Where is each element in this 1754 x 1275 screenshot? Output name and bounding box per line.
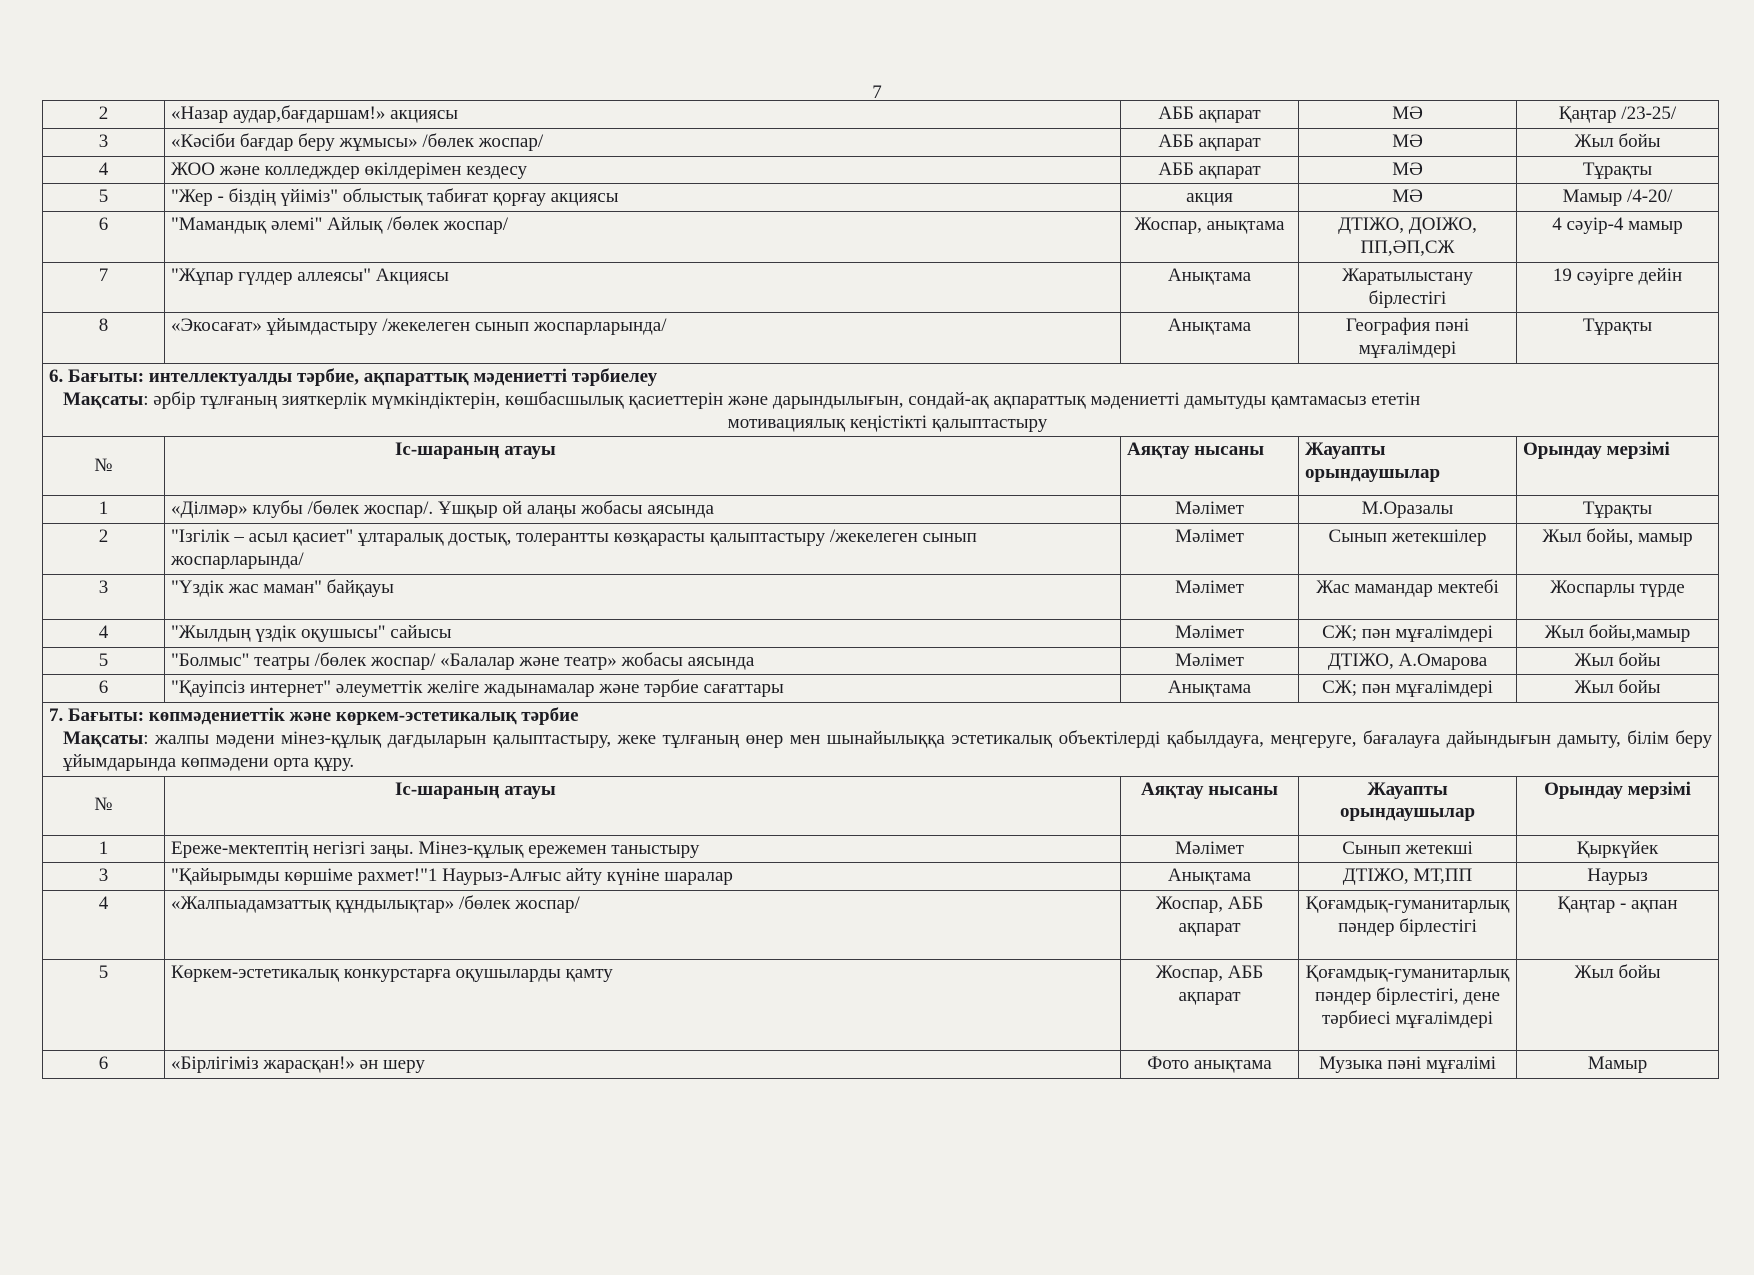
row-name: "Қайырымды көршіме рахмет!"1 Наурыз-Алғыс айту күніне шаралар <box>165 863 1121 891</box>
row-num: 5 <box>43 184 165 212</box>
table-row <box>43 835 1719 863</box>
row-deadline: Мамыр <box>1517 1051 1719 1079</box>
row-num: 1 <box>43 496 165 524</box>
row-form: Фото анықтама <box>1121 1051 1299 1079</box>
row-deadline: Жыл бойы <box>1517 128 1719 156</box>
row-form: Мәлімет <box>1121 524 1299 575</box>
row-name: "Мамандық әлемі" Айлық /бөлек жоспар/ <box>165 212 1121 263</box>
header-resp: Жауапты орындаушылар <box>1299 776 1517 835</box>
row-responsible: МӘ <box>1299 128 1517 156</box>
row-name: "Ізгілік – асыл қасиет" ұлтаралық достық, толерантты көзқарасты қалыптастыру /жекелеген сынып жоспарларында/ <box>165 524 1121 575</box>
row-name: "Үздік жас маман" байқауы <box>165 574 1121 619</box>
table-row <box>43 496 1719 524</box>
section7-goal-text: : жалпы мәдени мінез-құлық дағдыларын қалыптастыру, жеке тұлғаның өнер мен шынайылыққа эстетикалық объектілерді қабылдауға, меңгеруге, бағалауға дайындығын дамыту, білім беру ұйымдарында көпмәдени орта құру. <box>63 727 1712 772</box>
section6-goal-label: Мақсаты <box>63 388 144 410</box>
section6 <box>43 363 1719 495</box>
row-num: 7 <box>43 262 165 313</box>
table-row <box>43 960 1719 1051</box>
row-form: АББ ақпарат <box>1121 156 1299 184</box>
header-date: Орындау мерзімі <box>1517 776 1719 835</box>
header-num: № <box>43 437 165 496</box>
row-responsible: География пәні мұғалімдері <box>1299 313 1517 364</box>
row-responsible: ДТІЖО, А.Омарова <box>1299 647 1517 675</box>
page-number: 7 <box>872 82 882 103</box>
section7-goal <box>49 728 1712 774</box>
row-num: 6 <box>43 675 165 703</box>
row-name: «Назар аудар,бағдаршам!» акциясы <box>165 101 1121 129</box>
header-name: Іс-шараның атауы <box>165 437 1121 496</box>
row-responsible: Қоғамдық-гуманитарлық пәндер бірлестігі, дене тәрбиесі мұғалімдері <box>1299 960 1517 1051</box>
section7-rows <box>43 835 1719 1078</box>
table-row <box>43 101 1719 129</box>
table-row <box>43 619 1719 647</box>
section7-header-row <box>43 776 1719 835</box>
row-name: "Қауіпсіз интернет" әлеуметтік желіге жадынамалар және тәрбие сағаттары <box>165 675 1121 703</box>
row-num: 2 <box>43 101 165 129</box>
row-form: Жоспар, АББ ақпарат <box>1121 891 1299 960</box>
row-num: 1 <box>43 835 165 863</box>
row-deadline: Тұрақты <box>1517 156 1719 184</box>
row-responsible: СЖ; пән мұғалімдері <box>1299 675 1517 703</box>
block5-rows <box>43 101 1719 364</box>
row-num: 8 <box>43 313 165 364</box>
table-row <box>43 647 1719 675</box>
row-num: 3 <box>43 574 165 619</box>
plan-document <box>42 100 1718 1079</box>
row-deadline: Қаңтар - ақпан <box>1517 891 1719 960</box>
row-form: АББ ақпарат <box>1121 101 1299 129</box>
row-form: акция <box>1121 184 1299 212</box>
row-responsible: МӘ <box>1299 184 1517 212</box>
row-deadline: Қаңтар /23-25/ <box>1517 101 1719 129</box>
header-form: Аяқтау нысаны <box>1121 776 1299 835</box>
row-name: «Ділмәр» клубы /бөлек жоспар/. Ұшқыр ой алаңы жобасы аясында <box>165 496 1121 524</box>
row-deadline: Қыркүйек <box>1517 835 1719 863</box>
row-responsible: МӘ <box>1299 101 1517 129</box>
row-deadline: Тұрақты <box>1517 313 1719 364</box>
section6-goal <box>49 389 1712 435</box>
row-deadline: Тұрақты <box>1517 496 1719 524</box>
row-deadline: Жыл бойы,мамыр <box>1517 619 1719 647</box>
row-num: 3 <box>43 128 165 156</box>
plan-table <box>42 100 1719 1079</box>
row-deadline: 19 сәуірге дейін <box>1517 262 1719 313</box>
row-num: 6 <box>43 212 165 263</box>
row-name: Көркем-эстетикалық конкурстарға оқушыларды қамту <box>165 960 1121 1051</box>
row-responsible: Жаратылыстану бірлестігі <box>1299 262 1517 313</box>
table-row <box>43 184 1719 212</box>
table-row <box>43 891 1719 960</box>
row-deadline: Жыл бойы <box>1517 647 1719 675</box>
row-form: Жоспар, АББ ақпарат <box>1121 960 1299 1051</box>
section6-header-row <box>43 437 1719 496</box>
row-form: Мәлімет <box>1121 496 1299 524</box>
row-deadline: Наурыз <box>1517 863 1719 891</box>
table-row <box>43 675 1719 703</box>
section7 <box>43 703 1719 835</box>
row-responsible: Жас мамандар мектебі <box>1299 574 1517 619</box>
row-form: Жоспар, анықтама <box>1121 212 1299 263</box>
section6-goal-text: : әрбір тұлғаның зияткерлік мүмкіндіктерін, көшбасшылық қасиеттерін және дарындылығын, сондай-ақ ақпараттық мәдениетті дамытуды қамтамасыз ететін <box>143 388 1421 410</box>
row-num: 5 <box>43 960 165 1051</box>
row-name: «Бірлігіміз жарасқан!» ән шеру <box>165 1051 1121 1079</box>
header-resp: Жауапты орындаушылар <box>1299 437 1517 496</box>
row-num: 2 <box>43 524 165 575</box>
section6-goal-text-2: мотивациялық кеңістікті қалыптастыру <box>727 411 1048 433</box>
row-responsible: Сынып жетекшілер <box>1299 524 1517 575</box>
row-deadline: 4 сәуір-4 мамыр <box>1517 212 1719 263</box>
section6-rows <box>43 496 1719 703</box>
row-name: Ереже-мектептің негізгі заңы. Мінез-құлық ережемен таныстыру <box>165 835 1121 863</box>
table-row <box>43 212 1719 263</box>
table-row <box>43 128 1719 156</box>
row-responsible: ДТІЖО, МТ,ПП <box>1299 863 1517 891</box>
row-deadline: Жыл бойы, мамыр <box>1517 524 1719 575</box>
table-row <box>43 574 1719 619</box>
row-deadline: Жыл бойы <box>1517 960 1719 1051</box>
section7-title: 7. Бағыты: көпмәдениеттік және көркем-эстетикалық тәрбие <box>49 705 579 727</box>
row-deadline: Жоспарлы түрде <box>1517 574 1719 619</box>
row-form: Мәлімет <box>1121 835 1299 863</box>
row-num: 4 <box>43 619 165 647</box>
row-form: АББ ақпарат <box>1121 128 1299 156</box>
row-responsible: Музыка пәні мұғалімі <box>1299 1051 1517 1079</box>
header-date: Орындау мерзімі <box>1517 437 1719 496</box>
table-row <box>43 1051 1719 1079</box>
table-row <box>43 524 1719 575</box>
section6-heading <box>43 363 1719 436</box>
row-name: "Болмыс" театры /бөлек жоспар/ «Балалар және театр» жобасы аясында <box>165 647 1121 675</box>
row-responsible: Қоғамдық-гуманитарлық пәндер бірлестігі <box>1299 891 1517 960</box>
row-deadline: Мамыр /4-20/ <box>1517 184 1719 212</box>
row-num: 4 <box>43 891 165 960</box>
row-name: «Кәсіби бағдар беру жұмысы» /бөлек жоспар/ <box>165 128 1121 156</box>
table-row <box>43 313 1719 364</box>
row-responsible: СЖ; пән мұғалімдері <box>1299 619 1517 647</box>
row-responsible: МӘ <box>1299 156 1517 184</box>
row-name: "Жылдың үздік оқушысы" сайысы <box>165 619 1121 647</box>
row-deadline: Жыл бойы <box>1517 675 1719 703</box>
row-responsible: Сынып жетекші <box>1299 835 1517 863</box>
row-num: 5 <box>43 647 165 675</box>
row-form: Анықтама <box>1121 863 1299 891</box>
header-form: Аяқтау нысаны <box>1121 437 1299 496</box>
section7-goal-label: Мақсаты <box>63 727 144 749</box>
row-form: Анықтама <box>1121 313 1299 364</box>
row-form: Анықтама <box>1121 262 1299 313</box>
row-form: Анықтама <box>1121 675 1299 703</box>
row-form: Мәлімет <box>1121 619 1299 647</box>
row-name: "Жер - біздің үйіміз" облыстық табиғат қорғау акциясы <box>165 184 1121 212</box>
row-form: Мәлімет <box>1121 574 1299 619</box>
row-form: Мәлімет <box>1121 647 1299 675</box>
header-num: № <box>43 776 165 835</box>
row-name: ЖОО және колледждер өкілдерімен кездесу <box>165 156 1121 184</box>
table-row <box>43 262 1719 313</box>
row-responsible: М.Оразалы <box>1299 496 1517 524</box>
section6-title: 6. Бағыты: интеллектуалды тәрбие, ақпараттық мәдениетті тәрбиелеу <box>49 365 658 387</box>
row-name: «Жалпыадамзаттық құндылықтар» /бөлек жоспар/ <box>165 891 1121 960</box>
row-num: 3 <box>43 863 165 891</box>
header-name: Іс-шараның атауы <box>165 776 1121 835</box>
row-name: «Экосағат» ұйымдастыру /жекелеген сынып жоспарларында/ <box>165 313 1121 364</box>
row-name: "Жұпар гүлдер аллеясы" Акциясы <box>165 262 1121 313</box>
table-row <box>43 863 1719 891</box>
row-num: 6 <box>43 1051 165 1079</box>
table-row <box>43 156 1719 184</box>
row-responsible: ДТІЖО, ДОІЖО, ПП,ӘП,СЖ <box>1299 212 1517 263</box>
section7-heading <box>43 703 1719 776</box>
row-num: 4 <box>43 156 165 184</box>
